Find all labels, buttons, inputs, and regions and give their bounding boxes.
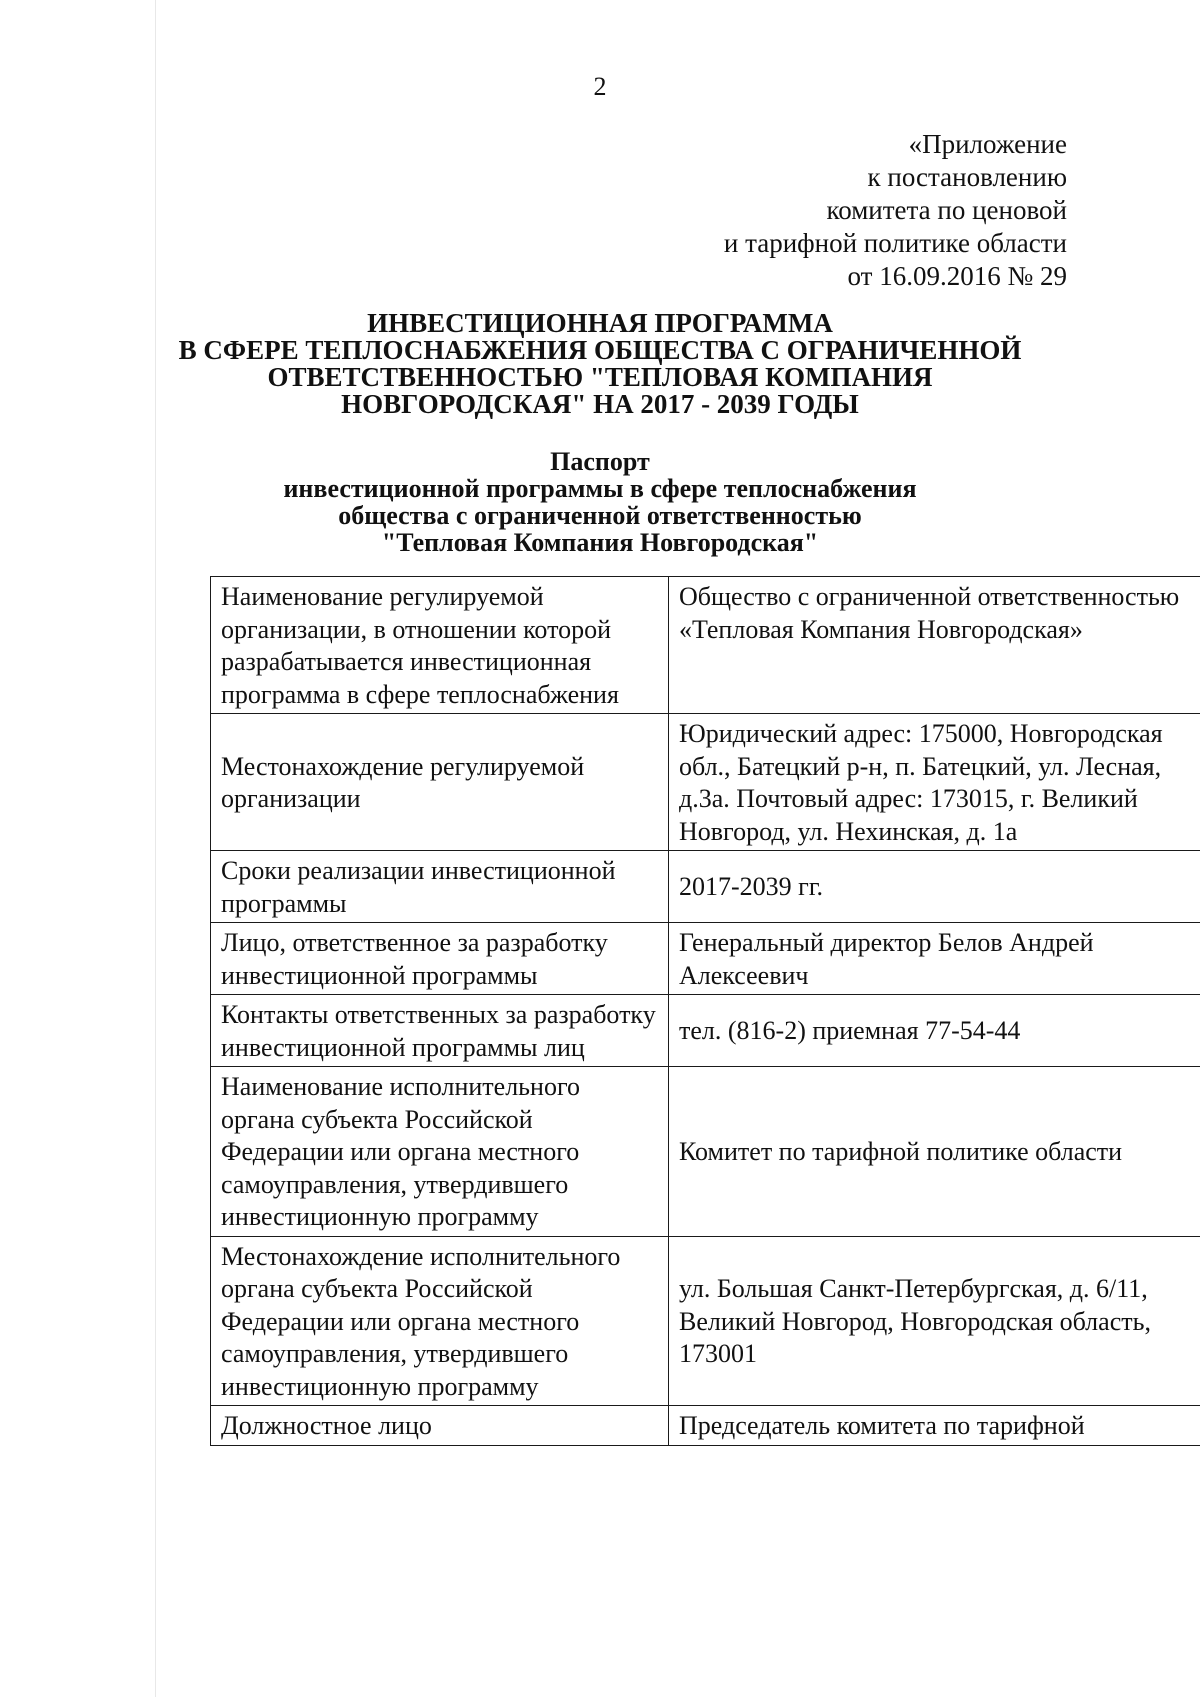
row-label: Местонахождение регулируемой организации bbox=[211, 714, 669, 851]
appendix-date-line: от 16.09.2016 № 29 bbox=[847, 261, 1067, 291]
title-line: ИНВЕСТИЦИОННАЯ ПРОГРАММА bbox=[367, 308, 833, 338]
table-row bbox=[211, 995, 1200, 1067]
appendix-line: комитета по ценовой bbox=[826, 195, 1067, 225]
row-label: Должностное лицо bbox=[211, 1406, 669, 1446]
appendix-line: и тарифной политике области bbox=[723, 228, 1067, 258]
passport-heading bbox=[0, 448, 1200, 556]
document-title bbox=[0, 310, 1200, 418]
table-row bbox=[211, 1236, 1200, 1406]
row-label: Наименование исполнительного органа субъекта Российской Федерации или органа местного самоуправления, утвердившего инвестиционную программу bbox=[211, 1067, 669, 1237]
title-line: В СФЕРЕ ТЕПЛОСНАБЖЕНИЯ ОБЩЕСТВА С ОГРАНИЧЕННОЙ bbox=[178, 335, 1022, 365]
passport-line: инвестиционной программы в сфере теплоснабжения bbox=[283, 474, 917, 503]
appendix-header bbox=[724, 128, 1067, 293]
passport-line: "Тепловая Компания Новгородская" bbox=[381, 528, 819, 557]
row-value: Генеральный директор Белов Андрей Алексеевич bbox=[669, 923, 1200, 995]
row-value: Комитет по тарифной политике области bbox=[669, 1067, 1200, 1237]
passport-table bbox=[210, 576, 1200, 1446]
page-number: 2 bbox=[593, 72, 607, 101]
row-value: Юридический адрес: 175000, Новгородская обл., Батецкий р-н, п. Батецкий, ул. Лесная, д.3а. Почтовый адрес: 173015, г. Великий Новгород, ул. Нехинская, д. 1а bbox=[669, 714, 1200, 851]
row-label: Лицо, ответственное за разработку инвестиционной программы bbox=[211, 923, 669, 995]
row-value: ул. Большая Санкт-Петербургская, д. 6/11, Великий Новгород, Новгородская область, 173001 bbox=[669, 1236, 1200, 1406]
table-row bbox=[211, 577, 1200, 714]
title-line: ОТВЕТСТВЕННОСТЬЮ "ТЕПЛОВАЯ КОМПАНИЯ bbox=[267, 362, 933, 392]
row-value: 2017-2039 гг. bbox=[669, 851, 1200, 923]
row-value: тел. (816-2) приемная 77-54-44 bbox=[669, 995, 1200, 1067]
row-label: Сроки реализации инвестиционной программы bbox=[211, 851, 669, 923]
row-value: Общество с ограниченной ответственностью «Тепловая Компания Новгородская» bbox=[669, 577, 1200, 714]
passport-line: общества с ограниченной ответственностью bbox=[338, 501, 862, 530]
row-label: Наименование регулируемой организации, в отношении которой разрабатывается инвестиционная программа в сфере теплоснабжения bbox=[211, 577, 669, 714]
table-row bbox=[211, 1067, 1200, 1237]
table-row bbox=[211, 1406, 1200, 1446]
table-row bbox=[211, 923, 1200, 995]
title-line: НОВГОРОДСКАЯ" НА 2017 - 2039 ГОДЫ bbox=[341, 389, 859, 419]
row-label: Местонахождение исполнительного органа субъекта Российской Федерации или органа местного самоуправления, утвердившего инвестиционную программу bbox=[211, 1236, 669, 1406]
appendix-line: к постановлению bbox=[867, 162, 1067, 192]
passport-line: Паспорт bbox=[550, 447, 650, 476]
appendix-line: «Приложение bbox=[908, 129, 1067, 159]
row-value: Председатель комитета по тарифной bbox=[669, 1406, 1200, 1446]
scan-margin-line bbox=[155, 0, 156, 1697]
table-row bbox=[211, 714, 1200, 851]
table-row bbox=[211, 851, 1200, 923]
row-label: Контакты ответственных за разработку инвестиционной программы лиц bbox=[211, 995, 669, 1067]
